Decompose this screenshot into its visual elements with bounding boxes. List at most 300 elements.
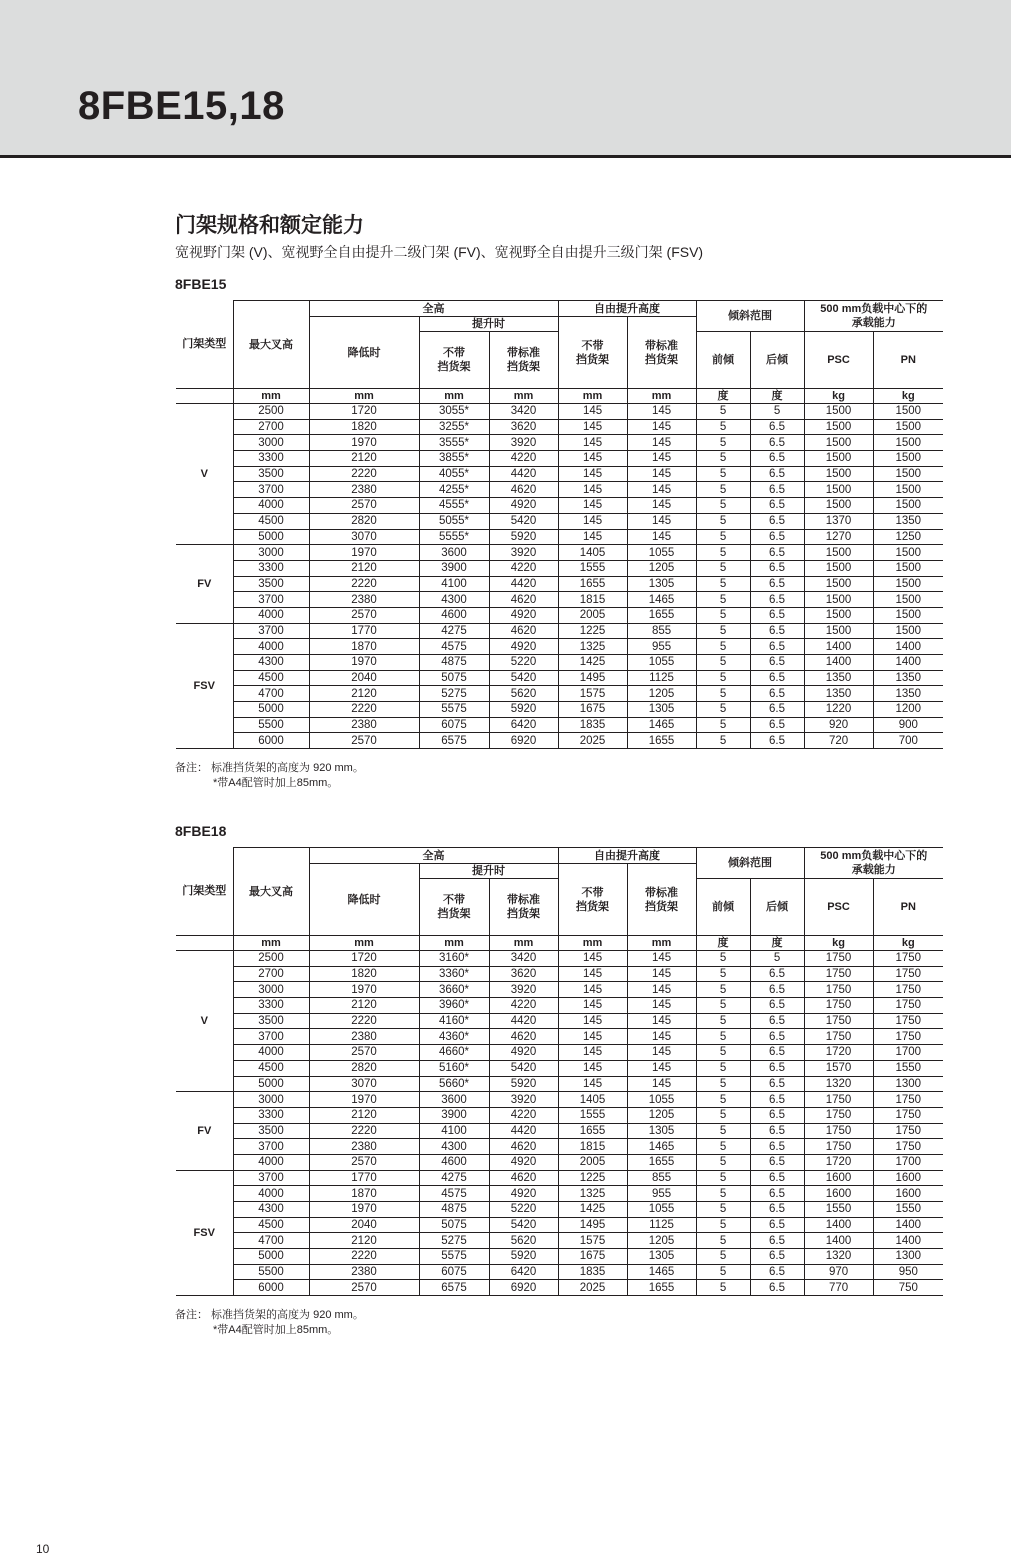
unit-blank <box>176 389 233 404</box>
table-cell: 1570 <box>804 1060 873 1076</box>
table-cell: 6.5 <box>750 655 804 671</box>
table-notes <box>175 761 364 791</box>
table-row <box>176 513 943 529</box>
col-head-raised-no-backrest: 不带 挡货架 <box>419 879 489 936</box>
table-cell: 6.5 <box>750 1170 804 1186</box>
table-cell: 5420 <box>489 513 558 529</box>
table-cell: 1750 <box>873 951 943 967</box>
table-cell: 1125 <box>627 670 696 686</box>
table-cell: 1205 <box>627 560 696 576</box>
unit-cell: mm <box>309 936 419 951</box>
table-cell: 1655 <box>558 1123 627 1139</box>
table-cell: 1500 <box>804 592 873 608</box>
table-cell: 3160* <box>419 951 489 967</box>
table-cell: 5 <box>696 451 750 467</box>
table-cell: 1500 <box>804 607 873 623</box>
table-cell: 6.5 <box>750 702 804 718</box>
table-cell: 3055* <box>419 404 489 420</box>
table-cell: 5 <box>696 1249 750 1265</box>
table-cell: 5220 <box>489 1202 558 1218</box>
table-cell: 1750 <box>804 1013 873 1029</box>
table-cell: 4620 <box>489 1029 558 1045</box>
table-cell: 6.5 <box>750 545 804 561</box>
table-cell: 5920 <box>489 1076 558 1092</box>
table-cell: 1500 <box>804 560 873 576</box>
table-cell: 5 <box>750 951 804 967</box>
table-cell: 4300 <box>419 592 489 608</box>
unit-cell: mm <box>233 389 309 404</box>
table-cell: 5420 <box>489 1217 558 1233</box>
table-cell: 1750 <box>804 1139 873 1155</box>
table-cell: 4920 <box>489 639 558 655</box>
model-label: 8FBE18 <box>175 823 227 839</box>
table-cell: 145 <box>627 998 696 1014</box>
table-cell: 3555* <box>419 435 489 451</box>
table-cell: 3920 <box>489 545 558 561</box>
table-cell: 2380 <box>309 717 419 733</box>
table-cell: 6.5 <box>750 1045 804 1061</box>
table-cell: 145 <box>558 1013 627 1029</box>
table-cell: 1750 <box>873 1092 943 1108</box>
table-cell: 5 <box>696 655 750 671</box>
table-cell: 1350 <box>804 686 873 702</box>
table-cell: 1400 <box>804 1217 873 1233</box>
table-cell: 4875 <box>419 655 489 671</box>
table-cell: 1500 <box>873 404 943 420</box>
table-notes <box>175 1308 364 1338</box>
unit-cell: kg <box>873 936 943 951</box>
table-cell: 6.5 <box>750 466 804 482</box>
table-cell: 6920 <box>489 1280 558 1296</box>
table-cell: 145 <box>558 966 627 982</box>
table-cell: 4620 <box>489 623 558 639</box>
table-cell: 5275 <box>419 1233 489 1249</box>
section-title: 门架规格和额定能力 <box>175 214 364 237</box>
table-cell: 145 <box>558 513 627 529</box>
table-cell: 5 <box>696 1170 750 1186</box>
table-cell: 1500 <box>804 404 873 420</box>
table-row <box>176 576 943 592</box>
table-cell: 3900 <box>419 1107 489 1123</box>
table-cell: 6.5 <box>750 576 804 592</box>
table-cell: 5 <box>696 1107 750 1123</box>
table-row <box>176 1123 943 1139</box>
table-cell: 2220 <box>309 466 419 482</box>
table-cell: 4660* <box>419 1045 489 1061</box>
table-cell: 1500 <box>804 451 873 467</box>
table-cell: 1750 <box>873 1013 943 1029</box>
table-cell: 2040 <box>309 670 419 686</box>
table-cell: 1750 <box>804 1107 873 1123</box>
table-cell: 5 <box>696 1280 750 1296</box>
table-cell: 5 <box>696 435 750 451</box>
table-cell: 1655 <box>558 576 627 592</box>
table-cell: 1425 <box>558 655 627 671</box>
table-cell: 4000 <box>233 1186 309 1202</box>
table-cell: 6.5 <box>750 1217 804 1233</box>
table-cell: 1720 <box>309 951 419 967</box>
table-cell: 145 <box>627 951 696 967</box>
table-cell: 145 <box>627 1076 696 1092</box>
table-cell: 5 <box>696 1217 750 1233</box>
table-cell: 2380 <box>309 482 419 498</box>
table-cell: 6075 <box>419 717 489 733</box>
col-head-backward: 后倾 <box>750 879 804 936</box>
table-cell: 5420 <box>489 670 558 686</box>
table-cell: 1600 <box>873 1170 943 1186</box>
table-cell: 1600 <box>804 1170 873 1186</box>
section-subtitle: 宽视野门架 (V)、宽视野全自由提升二级门架 (FV)、宽视野全自由提升三级门架 (FSV) <box>175 244 704 260</box>
col-head-type: 门架类型 <box>182 885 227 898</box>
table-cell: 6.5 <box>750 1013 804 1029</box>
table-cell: 145 <box>627 435 696 451</box>
table-cell: 2570 <box>309 498 419 514</box>
table-cell: 5000 <box>233 529 309 545</box>
table-cell: 3920 <box>489 982 558 998</box>
table-cell: 1465 <box>627 1139 696 1155</box>
table-cell: 5 <box>696 670 750 686</box>
table-cell: 4555* <box>419 498 489 514</box>
unit-cell: kg <box>804 389 873 404</box>
table-cell: 2700 <box>233 966 309 982</box>
table-cell: 6.5 <box>750 1154 804 1170</box>
table-row <box>176 1092 943 1108</box>
table-cell: 5 <box>696 1076 750 1092</box>
table-cell: 3700 <box>233 1029 309 1045</box>
table-cell: 2120 <box>309 686 419 702</box>
table-cell: 145 <box>558 982 627 998</box>
table-header <box>176 301 943 404</box>
table-cell: 2570 <box>309 607 419 623</box>
col-head-raised-no-backrest: 不带 挡货架 <box>419 332 489 389</box>
table-cell: 3360* <box>419 966 489 982</box>
table-cell: 1675 <box>558 1249 627 1265</box>
table-cell: 4500 <box>233 670 309 686</box>
table-cell: 6.5 <box>750 1107 804 1123</box>
table-cell: 1300 <box>873 1076 943 1092</box>
table-cell: 5620 <box>489 1233 558 1249</box>
table-cell: 920 <box>804 717 873 733</box>
table-cell: 145 <box>627 513 696 529</box>
col-head-forward: 前倾 <box>696 332 750 389</box>
table-cell: 145 <box>558 404 627 420</box>
table-row <box>176 966 943 982</box>
unit-cell: mm <box>558 389 627 404</box>
table-cell: 1700 <box>873 1045 943 1061</box>
table-cell: 145 <box>627 404 696 420</box>
col-head-free-lift: 自由提升高度 <box>558 848 696 864</box>
table-row <box>176 717 943 733</box>
table-cell: 700 <box>873 733 943 749</box>
note-line: *带A4配管时加上85mm。 <box>213 1324 339 1336</box>
table-cell: 5 <box>696 1029 750 1045</box>
table-cell: 2040 <box>309 1217 419 1233</box>
table-cell: 1970 <box>309 982 419 998</box>
table-cell: 3000 <box>233 545 309 561</box>
table-cell: 5 <box>696 717 750 733</box>
table-cell: 5 <box>696 1060 750 1076</box>
table-cell: 2570 <box>309 733 419 749</box>
table-cell: 1125 <box>627 1217 696 1233</box>
mast-type-cell: FV <box>176 1092 233 1170</box>
table-row <box>176 498 943 514</box>
table-row <box>176 419 943 435</box>
table-cell: 1320 <box>804 1249 873 1265</box>
table-cell: 5 <box>750 404 804 420</box>
table-cell: 1750 <box>804 951 873 967</box>
unit-cell: mm <box>233 936 309 951</box>
table-cell: 4220 <box>489 451 558 467</box>
table-cell: 145 <box>627 966 696 982</box>
table-cell: 1225 <box>558 1170 627 1186</box>
table-row <box>176 466 943 482</box>
table-cell: 4920 <box>489 1045 558 1061</box>
table-cell: 1500 <box>873 435 943 451</box>
table-row <box>176 1029 943 1045</box>
table-cell: 5 <box>696 982 750 998</box>
table-cell: 5660* <box>419 1076 489 1092</box>
table-cell: 145 <box>627 466 696 482</box>
table-cell: 6.5 <box>750 1092 804 1108</box>
table-cell: 1465 <box>627 1264 696 1280</box>
table-row <box>176 1170 943 1186</box>
table-cell: 2025 <box>558 1280 627 1296</box>
table-cell: 4220 <box>489 998 558 1014</box>
table-cell: 2025 <box>558 733 627 749</box>
table-cell: 145 <box>558 1045 627 1061</box>
table-cell: 1750 <box>804 1092 873 1108</box>
page-number: 10 <box>36 1542 50 1556</box>
table-cell: 6.5 <box>750 1233 804 1249</box>
table-cell: 4160* <box>419 1013 489 1029</box>
table-cell: 4575 <box>419 1186 489 1202</box>
table-cell: 5 <box>696 1045 750 1061</box>
table-cell: 6.5 <box>750 1249 804 1265</box>
table-row <box>176 1233 943 1249</box>
col-head-free-lift-with-backrest: 带标准 挡货架 <box>627 864 696 936</box>
table-cell: 145 <box>558 1076 627 1092</box>
table-cell: 2120 <box>309 1107 419 1123</box>
table-cell: 855 <box>627 1170 696 1186</box>
table-cell: 2570 <box>309 1154 419 1170</box>
table-cell: 5000 <box>233 702 309 718</box>
col-head-overall-height: 全高 <box>309 848 558 864</box>
table-cell: 1225 <box>558 623 627 639</box>
table-cell: 3000 <box>233 1092 309 1108</box>
col-head-tilt: 倾斜范围 <box>696 301 804 332</box>
table-cell: 1575 <box>558 1233 627 1249</box>
table-cell: 1350 <box>873 513 943 529</box>
table-cell: 1970 <box>309 1202 419 1218</box>
col-head-free-lift-with-backrest: 带标准 挡货架 <box>627 317 696 389</box>
table-cell: 1055 <box>627 545 696 561</box>
table-row <box>176 951 943 967</box>
table-cell: 145 <box>558 466 627 482</box>
table-cell: 145 <box>627 451 696 467</box>
table-cell: 4700 <box>233 686 309 702</box>
table-cell: 2380 <box>309 1139 419 1155</box>
table-cell: 4500 <box>233 1060 309 1076</box>
table-body <box>176 404 943 749</box>
table-cell: 1600 <box>873 1186 943 1202</box>
table-row <box>176 702 943 718</box>
table-cell: 3070 <box>309 1076 419 1092</box>
table-cell: 5075 <box>419 1217 489 1233</box>
unit-cell: mm <box>489 389 558 404</box>
col-head-psc: PSC <box>804 879 873 936</box>
spec-table <box>176 847 943 1296</box>
table-cell: 145 <box>627 1029 696 1045</box>
table-cell: 5 <box>696 466 750 482</box>
table-cell: 2820 <box>309 1060 419 1076</box>
table-cell: 4000 <box>233 1045 309 1061</box>
table-cell: 4300 <box>233 1202 309 1218</box>
table-cell: 4620 <box>489 1139 558 1155</box>
table-cell: 6.5 <box>750 1123 804 1139</box>
table-cell: 1815 <box>558 1139 627 1155</box>
table-cell: 5 <box>696 592 750 608</box>
table-cell: 3000 <box>233 435 309 451</box>
table-cell: 3960* <box>419 998 489 1014</box>
table-cell: 1500 <box>873 576 943 592</box>
table-cell: 6.5 <box>750 1139 804 1155</box>
table-cell: 2570 <box>309 1045 419 1061</box>
table-row <box>176 1202 943 1218</box>
table-cell: 5 <box>696 1202 750 1218</box>
table-cell: 145 <box>627 982 696 998</box>
table-cell: 2220 <box>309 1013 419 1029</box>
table-cell: 4255* <box>419 482 489 498</box>
table-cell: 5 <box>696 733 750 749</box>
table-cell: 1500 <box>873 466 943 482</box>
col-head-raised: 提升时 <box>419 317 558 332</box>
table-cell: 3920 <box>489 435 558 451</box>
col-head-free-lift-no-backrest: 不带 挡货架 <box>558 317 627 389</box>
table-cell: 1500 <box>804 576 873 592</box>
table-cell: 3300 <box>233 560 309 576</box>
table-cell: 5 <box>696 623 750 639</box>
table-cell: 1750 <box>873 998 943 1014</box>
table-cell: 1325 <box>558 1186 627 1202</box>
table-cell: 145 <box>627 498 696 514</box>
table-cell: 1750 <box>804 982 873 998</box>
note-line: 备注： 标准挡货架的高度为 920 mm。 <box>175 1309 364 1321</box>
table-cell: 6.5 <box>750 966 804 982</box>
table-cell: 1465 <box>627 717 696 733</box>
table-cell: 5 <box>696 545 750 561</box>
table-cell: 1400 <box>804 639 873 655</box>
table-cell: 3660* <box>419 982 489 998</box>
table-cell: 5 <box>696 1233 750 1249</box>
table-cell: 1400 <box>873 1233 943 1249</box>
table-cell: 3855* <box>419 451 489 467</box>
table-cell: 1820 <box>309 419 419 435</box>
table-cell: 3300 <box>233 998 309 1014</box>
mast-type-cell: FSV <box>176 623 233 749</box>
table-row <box>176 686 943 702</box>
table-cell: 1500 <box>873 451 943 467</box>
table-cell: 1770 <box>309 623 419 639</box>
table-cell: 1550 <box>873 1060 943 1076</box>
table-cell: 1750 <box>804 1123 873 1139</box>
table-cell: 5920 <box>489 529 558 545</box>
col-head-raised-with-backrest: 带标准 挡货架 <box>489 879 558 936</box>
table-cell: 145 <box>558 998 627 1014</box>
table-cell: 1500 <box>873 482 943 498</box>
unit-cell: mm <box>419 389 489 404</box>
table-cell: 5 <box>696 1154 750 1170</box>
table-cell: 5275 <box>419 686 489 702</box>
col-head-psc: PSC <box>804 332 873 389</box>
table-row <box>176 639 943 655</box>
table-cell: 1750 <box>873 1107 943 1123</box>
table-cell: 145 <box>627 1045 696 1061</box>
col-head-forward: 前倾 <box>696 879 750 936</box>
table-cell: 3600 <box>419 545 489 561</box>
table-cell: 2220 <box>309 1249 419 1265</box>
table-cell: 1655 <box>627 607 696 623</box>
col-head-tilt: 倾斜范围 <box>696 848 804 879</box>
table-cell: 145 <box>558 529 627 545</box>
table-cell: 3900 <box>419 560 489 576</box>
table-row <box>176 623 943 639</box>
table-cell: 2700 <box>233 419 309 435</box>
table-cell: 1200 <box>873 702 943 718</box>
table-cell: 4920 <box>489 1154 558 1170</box>
table-cell: 1655 <box>627 1154 696 1170</box>
table-cell: 1750 <box>804 998 873 1014</box>
table-row <box>176 1045 943 1061</box>
table-row <box>176 451 943 467</box>
table-cell: 1970 <box>309 1092 419 1108</box>
table-cell: 6.5 <box>750 482 804 498</box>
table-cell: 5575 <box>419 702 489 718</box>
table-row <box>176 607 943 623</box>
table-cell: 955 <box>627 639 696 655</box>
table-cell: 6.5 <box>750 998 804 1014</box>
table-cell: 1500 <box>873 419 943 435</box>
table-cell: 3255* <box>419 419 489 435</box>
table-cell: 6420 <box>489 1264 558 1280</box>
unit-cell: 度 <box>696 389 750 404</box>
unit-cell: mm <box>309 389 419 404</box>
table-cell: 3500 <box>233 1123 309 1139</box>
table-row <box>176 1264 943 1280</box>
table-row <box>176 670 943 686</box>
table-header <box>176 848 943 951</box>
table-cell: 4000 <box>233 1154 309 1170</box>
table-cell: 4000 <box>233 498 309 514</box>
col-head-max-fork-height: 最大叉高 <box>233 301 309 389</box>
table-cell: 6.5 <box>750 419 804 435</box>
table-cell: 1400 <box>873 639 943 655</box>
page-title: 8FBE15,18 <box>78 84 285 128</box>
table-cell: 1055 <box>627 1202 696 1218</box>
table-row <box>176 1280 943 1296</box>
table-cell: 6.5 <box>750 498 804 514</box>
table-cell: 1320 <box>804 1076 873 1092</box>
table-cell: 1205 <box>627 1107 696 1123</box>
table-cell: 5 <box>696 498 750 514</box>
table-cell: 5420 <box>489 1060 558 1076</box>
table-cell: 5 <box>696 1264 750 1280</box>
table-cell: 4100 <box>419 1123 489 1139</box>
table-cell: 3420 <box>489 404 558 420</box>
table-cell: 1405 <box>558 1092 627 1108</box>
table-cell: 145 <box>627 482 696 498</box>
table-cell: 1870 <box>309 639 419 655</box>
table-cell: 3500 <box>233 466 309 482</box>
